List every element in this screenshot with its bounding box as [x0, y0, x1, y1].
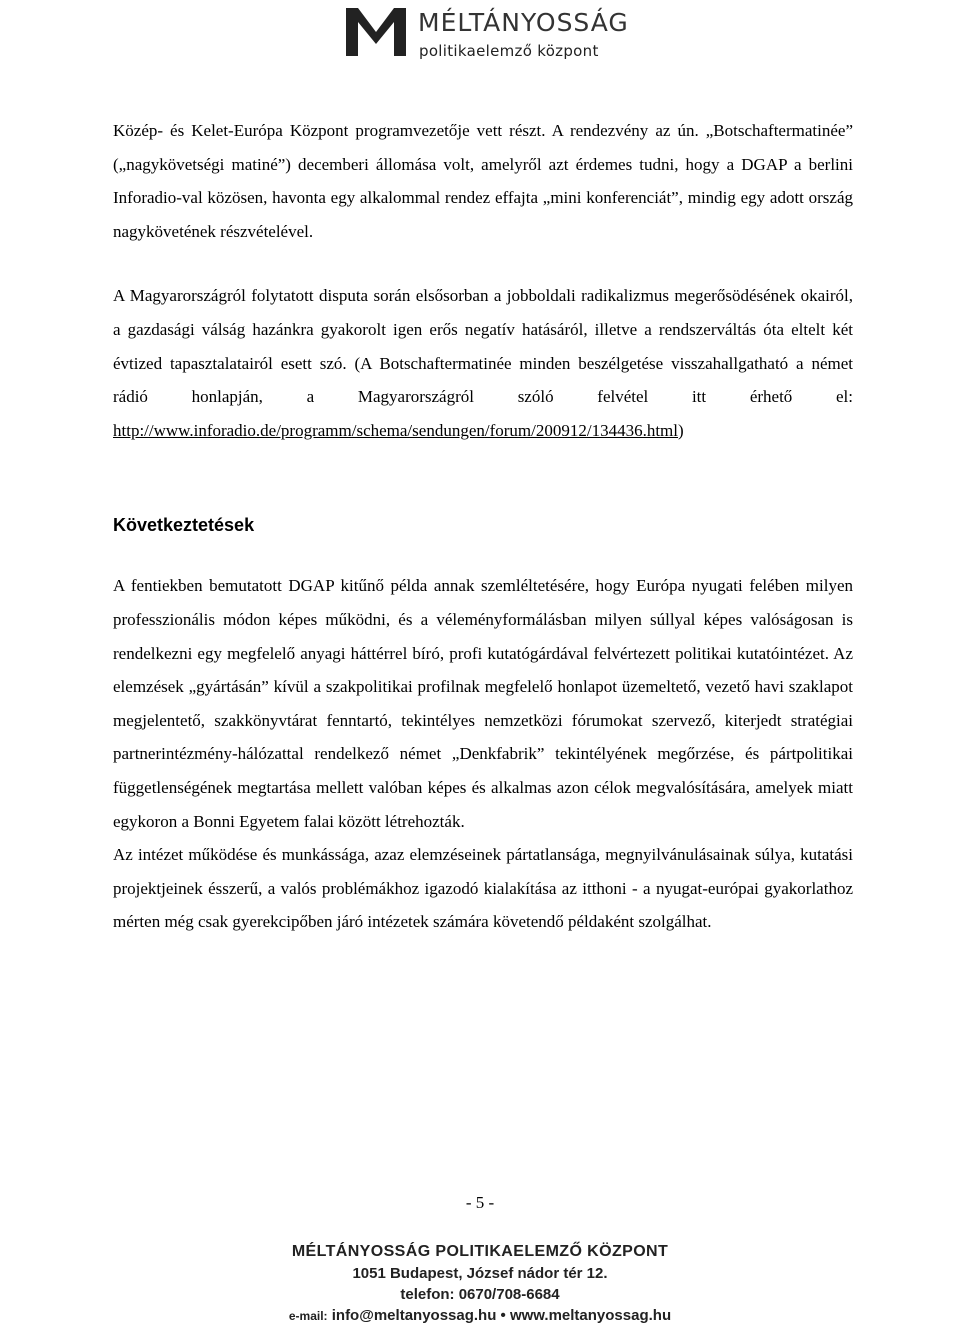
- footer: [0, 1241, 960, 1327]
- section-heading: Következtetések: [113, 515, 255, 536]
- footer-contact: [0, 1305, 960, 1327]
- paragraph-2-text: A Magyarországról folytatott disputa során elsősorban a jobboldali radikalizmus megerősödésének okairól, a gazdasági válság hazánkra gyakorolt igen erős negatív hatásáról, illetve a rendszerváltás óta eltelt két évtized tapasztalatairól esett szó. (A Botschaftermatinée minden beszélgetése visszahallgatható a német rádió honlapján, a Magyarországról szóló felvétel itt érhető el:: [113, 286, 853, 407]
- footer-email-label: e-mail:: [288, 1309, 328, 1323]
- paragraph-3: A fentiekben bemutatott DGAP kitűnő példa annak szemléltetésére, hogy Európa nyugati felében milyen professzionális módon képes működni, és a véleményformálásban milyen súllyal képes valóságosan is rendelkezni egy megfelelő anyagi háttérrel bíró, profi kutatógárdával felvértezett politikai kutatóintézet. Az elemzések „gyártásán” kívül a szakpolitikai profilnak megfelelő honlapot üzemeltető, vezető havi szaklapot megjelentető, szakkönyvtárat fenntartó, tekintélyes nemzetközi fórumokat szervező, kiterjedt stratégiai partnerintézmény-hálózattal rendelkező német „Denkfabrik” tekintélyének megőrzése, és pártpolitikai függetlenségének megtartása mellett valóban képes és alkalmas azon célok megvalósítására, amelyek miatt egykoron a Bonni Egyetem falai között létrehozták.: [113, 576, 853, 831]
- document-body: [113, 114, 853, 939]
- logo-subtitle: politikaelemző központ: [419, 42, 599, 60]
- paragraph-2-end: ): [678, 420, 684, 440]
- logo-title: MÉLTÁNYOSSÁG: [418, 8, 629, 37]
- meltanyossag-logo-icon: [346, 4, 406, 60]
- paragraph-1: Közép- és Kelet-Európa Központ programvezetője vett részt. A rendezvény az ún. „Botschaftermatinée” („nagykövetségi matiné”) decemberi állomása volt, amelyről azt érdemes tudni, hogy a DGAP a berlini Inforadio-val közösen, havonta egy alkalommal rendez effajta „mini konferenciát”, mindig egy adott ország nagykövetének részvételével.: [113, 121, 853, 241]
- paragraph-2: [113, 279, 853, 447]
- inforadio-link[interactable]: http://www.inforadio.de/programm/schema/sendungen/forum/200912/134436.html: [113, 420, 679, 440]
- paragraph-4: Az intézet működése és munkássága, azaz elemzéseinek pártatlansága, megnyilvánulásainak súlya, kutatási projektjeinek ésszerű, a valós problémákhoz igazodó kialakítása az itthoni - a nyugat-európai gyakorlathoz mérten még csak gyerekcipőben járó intézetek számára követendő példaként szolgálhat.: [113, 845, 853, 932]
- header-logo: [346, 4, 636, 64]
- footer-org-name: MÉLTÁNYOSSÁG POLITIKAELEMZŐ KÖZPONT: [291, 1243, 669, 1260]
- footer-email-web[interactable]: info@meltanyossag.hu • www.meltanyossag.hu: [331, 1307, 672, 1324]
- page-number: - 5 -: [465, 1193, 495, 1212]
- footer-phone: telefon: 0670/708-6684: [400, 1286, 560, 1303]
- footer-address: 1051 Budapest, József nádor tér 12.: [352, 1265, 608, 1282]
